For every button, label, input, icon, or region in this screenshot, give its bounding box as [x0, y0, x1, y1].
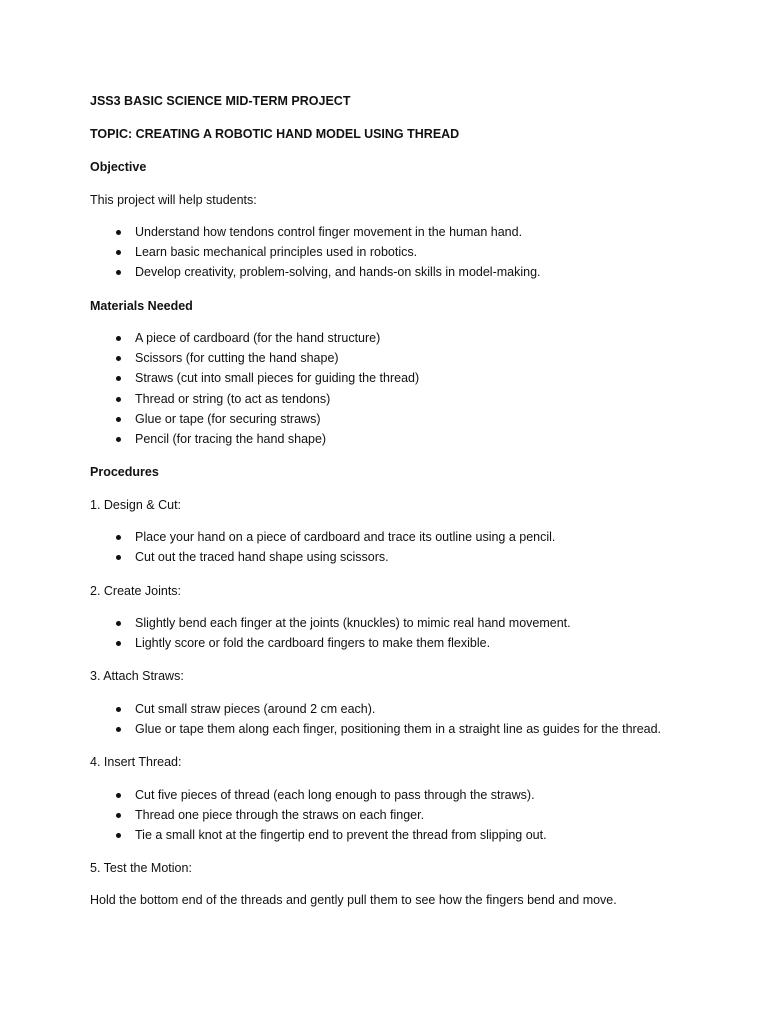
objective-intro: This project will help students: [90, 193, 257, 207]
list-item-text: Cut five pieces of thread (each long enough to pass through the straws). [135, 788, 535, 802]
list-item-text: Glue or tape (for securing straws) [135, 411, 321, 426]
list-item-text: Understand how tendons control finger movement in the human hand. [135, 225, 523, 239]
bullet-icon [116, 250, 121, 255]
list-item-text: Learn basic mechanical principles used in robotics. [135, 245, 418, 260]
list-item [90, 825, 710, 845]
step-list [90, 613, 710, 653]
step-list [90, 785, 710, 846]
list-item-text: Glue or tape them along each finger, positioning them in a straight line as guides for the thread. [135, 722, 662, 737]
step-label: 5. Test the Motion: [90, 861, 192, 875]
step-label: 3. Attach Straws: [90, 669, 184, 683]
objective-list [90, 222, 710, 283]
objective-heading: Objective [90, 160, 147, 174]
list-item-text: Thread or string (to act as tendons) [135, 391, 331, 406]
bullet-icon [116, 793, 121, 798]
topic-heading: TOPIC: CREATING A ROBOTIC HAND MODEL USING THREAD [90, 127, 460, 141]
list-item [90, 389, 710, 409]
step-label: 2. Create Joints: [90, 584, 182, 598]
list-item [90, 262, 710, 282]
list-item [90, 409, 710, 429]
step-label: 1. Design & Cut: [90, 498, 182, 512]
list-item [90, 633, 710, 653]
list-item-text: Cut out the traced hand shape using scissors. [135, 550, 389, 565]
list-item [90, 699, 710, 719]
list-item [90, 222, 710, 242]
procedures-heading: Procedures [90, 465, 159, 479]
materials-list [90, 328, 710, 449]
list-item-text: Develop creativity, problem-solving, and hands-on skills in model-making. [135, 265, 541, 280]
list-item [90, 719, 710, 739]
bullet-icon [116, 621, 121, 626]
document-title: JSS3 BASIC SCIENCE MID-TERM PROJECT [90, 94, 351, 108]
bullet-icon [116, 813, 121, 818]
bullet-icon [116, 437, 121, 442]
list-item [90, 368, 710, 388]
list-item-text: Scissors (for cutting the hand shape) [135, 351, 339, 366]
step-label: 4. Insert Thread: [90, 755, 182, 769]
bullet-icon [116, 376, 121, 381]
list-item [90, 547, 710, 567]
list-item [90, 785, 710, 805]
list-item-text: Slightly bend each finger at the joints (knuckles) to mimic real hand movement. [135, 616, 571, 630]
bullet-icon [116, 356, 121, 361]
step-text: Hold the bottom end of the threads and gently pull them to see how the fingers bend and move. [90, 893, 617, 907]
bullet-icon [116, 555, 121, 560]
list-item-text: Place your hand on a piece of cardboard and trace its outline using a pencil. [135, 530, 556, 544]
bullet-icon [116, 535, 121, 540]
list-item-text: Straws (cut into small pieces for guiding the thread) [135, 371, 420, 386]
list-item [90, 242, 710, 262]
bullet-icon [116, 397, 121, 402]
list-item-text: A piece of cardboard (for the hand structure) [135, 331, 381, 345]
list-item [90, 613, 710, 633]
bullet-icon [116, 641, 121, 646]
bullet-icon [116, 833, 121, 838]
bullet-icon [116, 707, 121, 712]
bullet-icon [116, 727, 121, 732]
bullet-icon [116, 270, 121, 275]
list-item [90, 429, 710, 449]
bullet-icon [116, 417, 121, 422]
list-item-text: Lightly score or fold the cardboard fingers to make them flexible. [135, 636, 491, 651]
bullet-icon [116, 230, 121, 235]
step-list [90, 699, 710, 739]
materials-heading: Materials Needed [90, 299, 193, 313]
list-item-text: Tie a small knot at the fingertip end to prevent the thread from slipping out. [135, 828, 547, 843]
bullet-icon [116, 336, 121, 341]
list-item [90, 348, 710, 368]
list-item-text: Thread one piece through the straws on each finger. [135, 808, 425, 823]
list-item-text: Pencil (for tracing the hand shape) [135, 431, 327, 446]
list-item [90, 805, 710, 825]
step-list [90, 527, 710, 567]
list-item [90, 527, 710, 547]
list-item-text: Cut small straw pieces (around 2 cm each). [135, 702, 376, 716]
list-item [90, 328, 710, 348]
